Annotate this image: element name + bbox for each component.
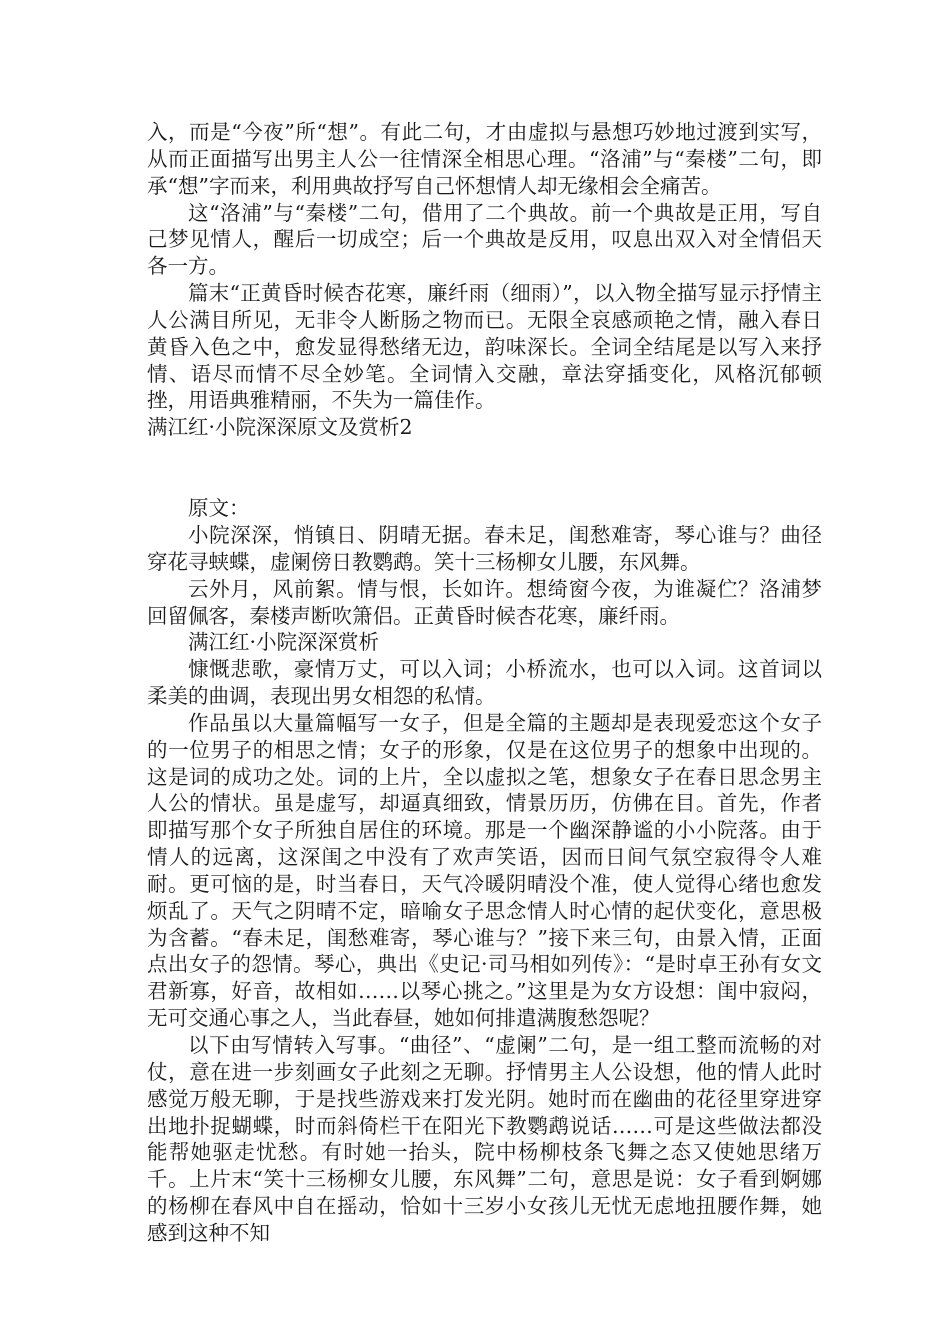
paragraph-allusions: 这“洛浦”与“秦楼”二句，借用了二个典故。前一个典故是正用，写自己梦见情人，醒后一切成空；后一个典故是反用，叹息出双入对全情侣天各一方。 <box>147 200 822 279</box>
section-heading: 满江红·小院深深原文及赏析2 <box>147 415 413 440</box>
document-page <box>147 119 822 1247</box>
spacer <box>147 441 822 495</box>
paragraph-intro-continuation: 入，而是“今夜”所“想”。有此二句，才由虚拟与悬想巧妙地过渡到实写，从而正面描写出男主人公一往情深全相思心理。“洛浦”与“秦楼”二句，即承“想”字而来，利用典故抒写自己怀想情人却无缘相会全痛苦。 <box>147 120 822 198</box>
original-text-label: 原文： <box>188 496 250 521</box>
appreciation-paragraph-1: 慷慨悲歌，豪情万丈，可以入词；小桥流水，也可以入词。这首词以柔美的曲调，表现出男女相怨的私情。 <box>147 657 822 709</box>
appreciation-paragraph-3: 以下由写情转入写事。“曲径”、“虚阑”二句，是一组工整而流畅的对仗，意在进一步刻画女子此刻之无聊。抒情男主人公设想，他的情人此时感觉万般无聊，于是找些游戏来打发光阴。她时而在幽曲的花径里穿进穿出地扑捉蝴蝶，时而斜倚栏干在阳光下教鹦鹉说话……可是这些做法都没能帮她驱走忧愁。有时她一抬头，院中杨柳枝条飞舞之态又使她思绪万千。上片末“笑十三杨柳女儿腰，东风舞”二句，意思是说：女子看到婀娜的杨柳在春风中自在摇动，恰如十三岁小女孩儿无忧无虑地扭腰作舞，她感到这种不知 <box>147 1033 822 1245</box>
appreciation-heading: 满江红·小院深深赏析 <box>188 630 380 655</box>
poem-stanza-2: 云外月，风前絮。情与恨，长如许。想绮窗今夜，为谁凝伫？洛浦梦回留佩客，秦楼声断吹箫侣。正黄昏时候杏花寒，廉纤雨。 <box>147 576 822 628</box>
poem-stanza-1: 小院深深，悄镇日、阴晴无据。春未足，闺愁难寄，琴心谁与？曲径穿花寻蛱蝶，虚阑傍日教鹦鹉。笑十三杨柳女儿腰，东风舞。 <box>147 522 822 574</box>
appreciation-paragraph-2: 作品虽以大量篇幅写一女子，但是全篇的主题却是表现爱恋这个女子的一位男子的相思之情；女子的形象，仅是在这位男子的想象中出现的。这是词的成功之处。词的上片，全以虚拟之笔，想象女子在春日思念男主人公的情状。虽是虚写，却逼真细致，情景历历，仿佛在目。首先，作者即描写那个女子所独自居住的环境。那是一个幽深静谧的小小院落。由于情人的远离，这深闺之中没有了欢声笑语，因而日间气氛空寂得令人难耐。更可恼的是，时当春日，天气冷暖阴晴没个准，使人觉得心绪也愈发烦乱了。天气之阴晴不定，暗喻女子思念情人时心情的起伏变化，意思极为含蓄。“春未足，闺愁难寄，琴心谁与？”接下来三句，由景入情，正面点出女子的怨情。琴心，典出《史记·司马相如列传》：“是时卓王孙有女文君新寡，好音，故相如……以琴心挑之。”这里是为女方设想：闺中寂闷，无可交通心事之人，当此春昼，她如何排遣满腹愁怨呢？ <box>147 710 822 1031</box>
paragraph-ending: 篇末“正黄昏时候杏花寒，廉纤雨（细雨）”，以入物全描写显示抒情主人公满目所见，无非令人断肠之物而已。无限全哀感顽艳之情，融入春日黄昏入色之中，愈发显得愁绪无边，韵味深长。全词全结尾是以写入来抒情、语尽而情不尽全妙笔。全词情入交融，章法穿插变化，风格沉郁顿挫，用语典雅精丽，不失为一篇佳作。 <box>147 281 822 413</box>
